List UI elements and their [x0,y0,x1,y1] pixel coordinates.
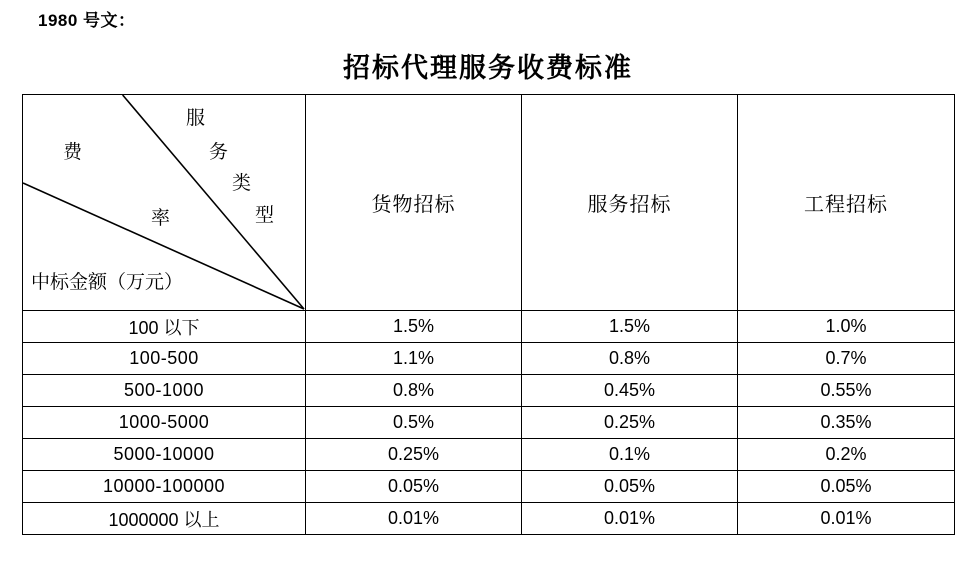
cell-service: 0.8% [522,343,738,375]
column-header-engineering: 工程招标 [738,95,955,311]
corner-label-service-2: 务 [209,142,229,163]
row-label: 100 以下 [23,311,306,343]
cell-service: 0.25% [522,407,738,439]
cell-engineering: 0.01% [738,503,955,535]
corner-label-service-1: 服 [186,108,206,129]
document-note: 1980 号文： [38,11,136,30]
cell-engineering: 0.35% [738,407,955,439]
cell-engineering: 0.05% [738,471,955,503]
table-row [23,375,955,407]
cell-engineering: 0.2% [738,439,955,471]
cell-engineering: 1.0% [738,311,955,343]
table-row [23,311,955,343]
table-row [23,343,955,375]
row-label: 5000-10000 [23,439,306,471]
corner-diagonal-area [23,95,305,310]
corner-label-fee: 费 [63,142,83,163]
table-row [23,503,955,535]
row-label: 500-1000 [23,375,306,407]
corner-label-service-3: 类 [232,173,252,194]
corner-header-cell [23,95,306,311]
cell-goods: 1.1% [306,343,522,375]
cell-goods: 1.5% [306,311,522,343]
cell-goods: 0.05% [306,471,522,503]
corner-label-service-4: 型 [255,205,275,226]
cell-engineering: 0.7% [738,343,955,375]
corner-label-rate: 率 [151,208,171,229]
cell-engineering: 0.55% [738,375,955,407]
column-header-service: 服务招标 [522,95,738,311]
cell-service: 0.45% [522,375,738,407]
table-row [23,439,955,471]
cell-goods: 0.5% [306,407,522,439]
table-header-row [23,95,955,311]
cell-goods: 0.01% [306,503,522,535]
table-row [23,471,955,503]
row-label: 1000000 以上 [23,503,306,535]
page-title: 招标代理服务收费标准 [343,53,633,83]
table-row [23,407,955,439]
cell-service: 0.1% [522,439,738,471]
column-header-goods: 货物招标 [306,95,522,311]
row-label: 100-500 [23,343,306,375]
cell-service: 1.5% [522,311,738,343]
fee-table-container [22,94,954,535]
cell-service: 0.05% [522,471,738,503]
cell-goods: 0.25% [306,439,522,471]
cell-service: 0.01% [522,503,738,535]
fee-table [22,94,955,535]
row-label: 10000-100000 [23,471,306,503]
corner-label-amount: 中标金额（万元） [31,272,184,293]
row-label: 1000-5000 [23,407,306,439]
cell-goods: 0.8% [306,375,522,407]
